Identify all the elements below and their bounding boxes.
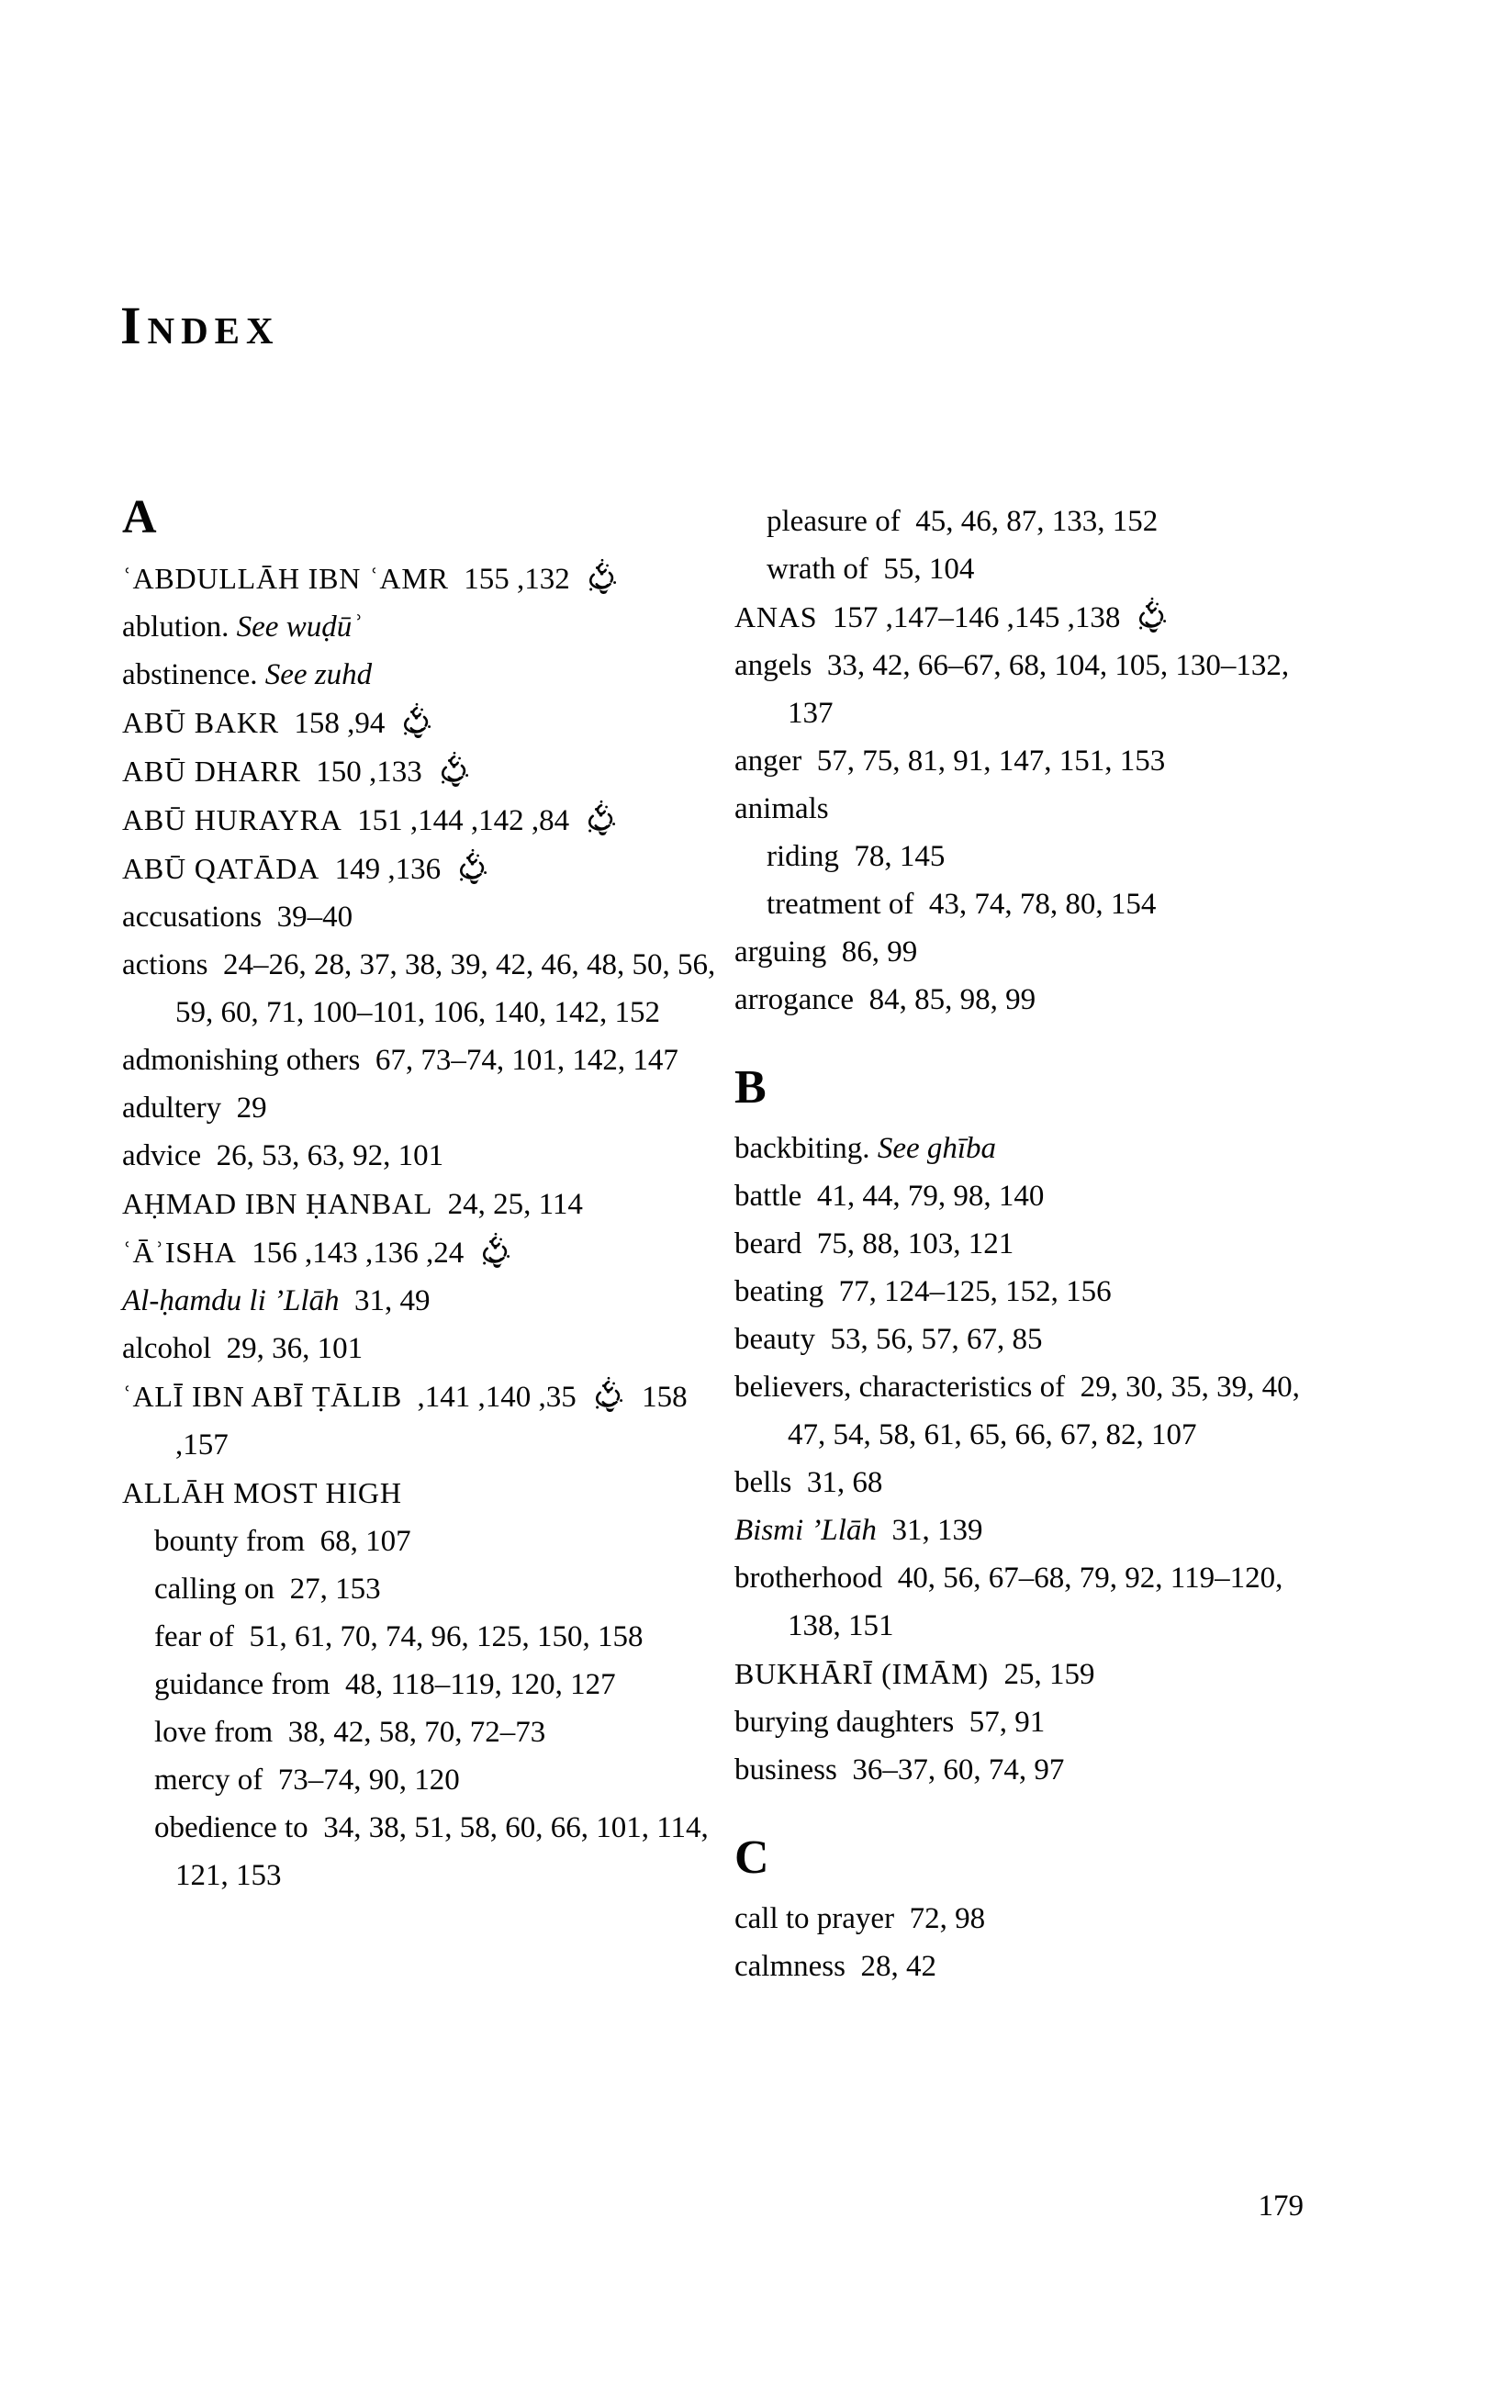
entry-term: burying daughters bbox=[734, 1706, 955, 1739]
entry-term: love from bbox=[154, 1716, 274, 1749]
index-subentry bbox=[122, 1756, 728, 1804]
entry-term-name: ABŪ BAKR bbox=[122, 706, 279, 739]
index-entry bbox=[734, 1125, 1340, 1172]
index-entry bbox=[122, 1372, 728, 1469]
index-entry bbox=[122, 1036, 728, 1084]
index-entry bbox=[122, 1277, 728, 1325]
index-subentry bbox=[122, 1518, 728, 1565]
entry-term: arguing bbox=[734, 935, 827, 969]
page-locators: 27, 153 bbox=[289, 1573, 381, 1606]
entry-term: riding bbox=[767, 840, 839, 873]
index-subentry bbox=[734, 545, 1340, 593]
honorific-icon bbox=[398, 707, 435, 740]
entry-term-name: ALLĀH MOST HIGH bbox=[122, 1476, 402, 1509]
page-locators: 38, 42, 58, 70, 72–73 bbox=[287, 1716, 546, 1749]
page-locators: 31, 139 bbox=[891, 1514, 983, 1547]
page-locators: 150 ,133 bbox=[316, 756, 422, 789]
index-entry bbox=[122, 1228, 728, 1277]
page-locators: 158 ,94 bbox=[294, 707, 386, 740]
entry-term: believers, characteristics of bbox=[734, 1371, 1066, 1404]
index-entry bbox=[734, 976, 1340, 1024]
page-locators: 156 ,143 ,136 ,24 bbox=[252, 1237, 465, 1270]
index-entry bbox=[122, 1084, 728, 1132]
page-locators: 29, 36, 101 bbox=[226, 1332, 364, 1365]
page-locators: 78, 145 bbox=[854, 840, 946, 873]
index-entry bbox=[734, 1220, 1340, 1268]
index-entry bbox=[734, 1943, 1340, 1990]
entry-term: accusations bbox=[122, 901, 263, 934]
page-locators: 28, 42 bbox=[860, 1950, 936, 1983]
entry-term: call to prayer bbox=[734, 1902, 895, 1935]
index-entry bbox=[734, 1316, 1340, 1363]
index-entry bbox=[122, 893, 728, 941]
entry-term: adultery bbox=[122, 1092, 222, 1125]
index-entry bbox=[734, 1554, 1340, 1650]
page-locators: 151 ,144 ,142 ,84 bbox=[357, 804, 570, 837]
entry-term: obedience to bbox=[154, 1811, 308, 1844]
index-section-letter: B bbox=[734, 1061, 767, 1114]
honorific-icon bbox=[454, 853, 491, 886]
index-entry bbox=[122, 1132, 728, 1180]
page-locators: 84, 85, 98, 99 bbox=[868, 983, 1036, 1016]
entry-term: bells bbox=[734, 1466, 792, 1499]
index-entry bbox=[122, 699, 728, 747]
entry-term-name: ABŪ QATĀDA bbox=[122, 852, 320, 885]
entry-term-italic: See ghība bbox=[877, 1132, 997, 1165]
entry-term-name: ANAS bbox=[734, 600, 818, 633]
entry-term: bounty from bbox=[154, 1525, 306, 1558]
index-subentry bbox=[734, 880, 1340, 928]
entry-term: abstinence. bbox=[122, 658, 265, 691]
page-locators: 31, 68 bbox=[806, 1466, 883, 1499]
entry-term: angels bbox=[734, 649, 812, 682]
index-entry bbox=[122, 1325, 728, 1372]
entry-term: animals bbox=[734, 792, 829, 825]
entry-term-italic: Bismi ’Llāh bbox=[734, 1514, 877, 1547]
entry-term-name: BUKHĀRĪ (IMĀM) bbox=[734, 1657, 989, 1690]
honorific-icon bbox=[477, 1237, 514, 1270]
page-locators: 68, 107 bbox=[319, 1525, 411, 1558]
page-locators: 86, 99 bbox=[841, 935, 918, 969]
entry-term: wrath of bbox=[767, 553, 868, 586]
entry-term: ablution. bbox=[122, 610, 237, 644]
index-entry bbox=[122, 747, 728, 796]
page-locators: 40, 56, 67–68, 79, 92, 119–120, 138, 151 bbox=[788, 1562, 1283, 1642]
page-locators: 24, 25, 114 bbox=[447, 1188, 583, 1221]
page-locators: 75, 88, 103, 121 bbox=[816, 1227, 1014, 1260]
entry-term: business bbox=[734, 1753, 837, 1786]
entry-term: calling on bbox=[154, 1573, 275, 1606]
index-entry bbox=[122, 796, 728, 845]
index-entry bbox=[122, 603, 728, 651]
index-entry bbox=[734, 1363, 1340, 1459]
page-locators: 45, 46, 87, 133, 152 bbox=[915, 505, 1159, 538]
index-column-left bbox=[122, 491, 728, 1899]
index-entry bbox=[734, 593, 1340, 642]
index-subentry bbox=[122, 1661, 728, 1708]
entry-term-name: ABŪ HURAYRA bbox=[122, 803, 342, 836]
page-locators: 77, 124–125, 152, 156 bbox=[838, 1275, 1112, 1308]
entry-term: anger bbox=[734, 745, 802, 778]
index-subentry bbox=[122, 1565, 728, 1613]
entry-term: calmness bbox=[734, 1950, 846, 1983]
index-entry bbox=[734, 785, 1340, 833]
index-entry bbox=[734, 928, 1340, 976]
entry-term-italic: See wuḍūʾ bbox=[236, 610, 363, 644]
page-title: Index bbox=[120, 296, 280, 355]
page-locators: 53, 56, 57, 67, 85 bbox=[830, 1323, 1043, 1356]
page-locators: 158 ,157 bbox=[175, 1381, 688, 1462]
entry-term: mercy of bbox=[154, 1764, 263, 1797]
index-entry bbox=[122, 845, 728, 893]
page-locators: 29 bbox=[236, 1092, 267, 1125]
index-entry bbox=[122, 1469, 728, 1518]
index-entry bbox=[734, 1746, 1340, 1794]
page-locators: 34, 38, 51, 58, 60, 66, 101, 114, 121, 153 bbox=[175, 1811, 709, 1892]
page-locators: 39–40 bbox=[276, 901, 353, 934]
entry-term: alcohol bbox=[122, 1332, 212, 1365]
page-locators: 48, 118–119, 120, 127 bbox=[345, 1668, 616, 1701]
index-entry bbox=[734, 1268, 1340, 1316]
entry-term: beauty bbox=[734, 1323, 815, 1356]
page-locators: 29, 30, 35, 39, 40, 47, 54, 58, 61, 65, 66, 67, 82, 107 bbox=[788, 1371, 1300, 1451]
page-locators: 25, 159 bbox=[1003, 1658, 1095, 1691]
entry-term: guidance from bbox=[154, 1668, 330, 1701]
index-subentry bbox=[122, 1804, 728, 1899]
index-entry bbox=[734, 1895, 1340, 1943]
page-locators: 67, 73–74, 101, 142, 147 bbox=[375, 1044, 678, 1077]
index-entry bbox=[122, 554, 728, 603]
entry-term-name: AḤMAD IBN ḤANBAL bbox=[122, 1187, 433, 1220]
entry-term: beating bbox=[734, 1275, 824, 1308]
entry-term: actions bbox=[122, 948, 208, 981]
index-entry bbox=[734, 737, 1340, 785]
honorific-icon bbox=[583, 804, 620, 837]
honorific-icon bbox=[1134, 601, 1170, 634]
index-section-letter: C bbox=[734, 1831, 769, 1884]
index-entry bbox=[734, 1172, 1340, 1220]
page-locators: 33, 42, 66–67, 68, 104, 105, 130–132, 137 bbox=[788, 649, 1290, 730]
index-entry bbox=[734, 1506, 1340, 1554]
page-locators: 157 ,147–146 ,145 ,138 bbox=[832, 601, 1121, 634]
index-entry bbox=[734, 1459, 1340, 1506]
entry-term: advice bbox=[122, 1139, 202, 1172]
page-locators: 57, 91 bbox=[969, 1706, 1046, 1739]
honorific-icon bbox=[436, 756, 473, 789]
entry-term: backbiting. bbox=[734, 1132, 878, 1165]
page-locators: 43, 74, 78, 80, 154 bbox=[928, 888, 1157, 921]
index-entry bbox=[122, 1180, 728, 1228]
index-subentry bbox=[122, 1708, 728, 1756]
index-entry bbox=[734, 642, 1340, 737]
index-subentry bbox=[734, 833, 1340, 880]
page-locators: 31, 49 bbox=[354, 1284, 431, 1317]
entry-term-name: ʿABDULLĀH IBN ʿAMR bbox=[122, 562, 449, 595]
entry-term-italic: Al-ḥamdu li ’Llāh bbox=[122, 1284, 340, 1317]
page-locators: 73–74, 90, 120 bbox=[277, 1764, 460, 1797]
page-locators: 149 ,136 bbox=[334, 853, 442, 886]
page-locators: 55, 104 bbox=[883, 553, 975, 586]
folio-page-number: 179 bbox=[1258, 2190, 1304, 2223]
entry-term: fear of bbox=[154, 1620, 235, 1653]
page-locators: 57, 75, 81, 91, 147, 151, 153 bbox=[816, 745, 1166, 778]
page-locators: 26, 53, 63, 92, 101 bbox=[216, 1139, 444, 1172]
entry-term: treatment of bbox=[767, 888, 914, 921]
entry-term-name: ABŪ DHARR bbox=[122, 755, 301, 788]
index-entry bbox=[122, 651, 728, 699]
index-subentry bbox=[734, 498, 1340, 545]
index-entry bbox=[734, 1698, 1340, 1746]
entry-term: beard bbox=[734, 1227, 802, 1260]
index-subentry bbox=[122, 1613, 728, 1661]
entry-term-italic: See zuhd bbox=[264, 658, 373, 691]
entry-term: arrogance bbox=[734, 983, 855, 1016]
page-locators: ,141 ,140 ,35 bbox=[417, 1381, 577, 1414]
page-locators: 36–37, 60, 74, 97 bbox=[852, 1753, 1065, 1786]
page-locators: 51, 61, 70, 74, 96, 125, 150, 158 bbox=[249, 1620, 644, 1653]
honorific-icon bbox=[584, 563, 621, 596]
honorific-icon bbox=[590, 1381, 627, 1414]
index-entry bbox=[122, 941, 728, 1036]
index-section-letter: A bbox=[122, 491, 157, 543]
page-locators: 155 ,132 bbox=[464, 563, 570, 596]
entry-term: brotherhood bbox=[734, 1562, 883, 1595]
index-entry bbox=[734, 1650, 1340, 1698]
entry-term: pleasure of bbox=[767, 505, 901, 538]
entry-term-name: ʿALĪ IBN ABĪ ṬĀLIB bbox=[122, 1380, 403, 1413]
entry-term: battle bbox=[734, 1180, 802, 1213]
page-locators: 41, 44, 79, 98, 140 bbox=[816, 1180, 1045, 1213]
index-column-right bbox=[734, 498, 1340, 1990]
page-locators: 72, 98 bbox=[909, 1902, 986, 1935]
page-locators: 24–26, 28, 37, 38, 39, 42, 46, 48, 50, 56, 59, 60, 71, 100–101, 106, 140, 142, 152 bbox=[175, 948, 716, 1029]
entry-term: admonishing others bbox=[122, 1044, 361, 1077]
entry-term-name: ʿĀʾISHA bbox=[122, 1236, 237, 1269]
